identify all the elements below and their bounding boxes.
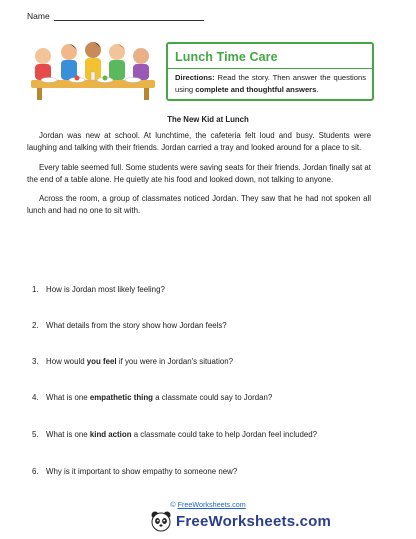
directions-label: Directions: bbox=[175, 73, 215, 82]
name-label: Name bbox=[27, 11, 50, 21]
story-text bbox=[27, 130, 371, 225]
question-2 bbox=[32, 321, 227, 330]
footer-copyright bbox=[0, 500, 416, 509]
title-box bbox=[166, 42, 374, 101]
brand-name: FreeWorksheets.com bbox=[176, 512, 332, 530]
name-line bbox=[54, 12, 204, 21]
question-4 bbox=[32, 393, 272, 402]
story-paragraph: Every table seemed full. Some students were saving seats for their friends. Jordan finally sat at the end of a table alone. He quietly ate his food and looked down, not talking to anyone. bbox=[27, 162, 371, 184]
question-number: 3. bbox=[32, 357, 39, 366]
directions-text bbox=[175, 72, 366, 96]
question-number: 4. bbox=[32, 393, 39, 402]
story-paragraph: Across the room, a group of classmates noticed Jordan. They saw that he had not spoken all lunch and had no one to sit with. bbox=[27, 194, 371, 216]
footer-link[interactable]: FreeWorksheets.com bbox=[177, 500, 246, 509]
question-6 bbox=[32, 467, 237, 476]
name-row bbox=[27, 11, 204, 21]
kids-lunch-illustration bbox=[27, 34, 159, 102]
directions-body: Read the story. Then answer the questions using bbox=[175, 73, 366, 94]
question-text: What is one bbox=[46, 430, 90, 439]
question-number: 6. bbox=[32, 467, 39, 476]
question-emphasis: kind action bbox=[89, 430, 132, 439]
question-1 bbox=[32, 285, 165, 294]
question-text: What details from the story show how Jordan feels? bbox=[46, 321, 227, 330]
question-3 bbox=[32, 357, 233, 366]
title-divider bbox=[168, 68, 372, 69]
question-emphasis: you feel bbox=[86, 357, 117, 366]
question-5 bbox=[32, 430, 317, 439]
question-number: 1. bbox=[32, 285, 39, 294]
question-number: 2. bbox=[32, 321, 39, 330]
story-title: The New Kid at Lunch bbox=[167, 115, 249, 124]
question-text: What is one bbox=[46, 393, 90, 402]
question-text-end: a classmate could take to help Jordan feel included? bbox=[131, 430, 318, 439]
question-text-end: a classmate could say to Jordan? bbox=[153, 393, 273, 402]
question-number: 5. bbox=[32, 430, 39, 439]
panda-logo-icon bbox=[150, 510, 172, 532]
story-paragraph: Jordan was new at school. At lunchtime, the cafeteria felt loud and busy. Students were laughing and talking with their friends. Jordan carried a tray and looked around for a place to sit. bbox=[27, 131, 371, 153]
directions-emphasis: complete and thoughtful answers bbox=[195, 85, 317, 94]
question-text: Why is it important to show empathy to someone new? bbox=[46, 467, 238, 476]
copyright-symbol: © bbox=[170, 500, 176, 509]
question-emphasis: empathetic thing bbox=[89, 393, 153, 402]
worksheet-title: Lunch Time Care bbox=[175, 50, 278, 64]
question-text: How is Jordan most likely feeling? bbox=[46, 285, 165, 294]
directions-end: . bbox=[316, 85, 319, 94]
question-text: How would bbox=[46, 357, 87, 366]
question-text-end: if you were in Jordan's situation? bbox=[116, 357, 234, 366]
footer-brand bbox=[150, 510, 331, 532]
